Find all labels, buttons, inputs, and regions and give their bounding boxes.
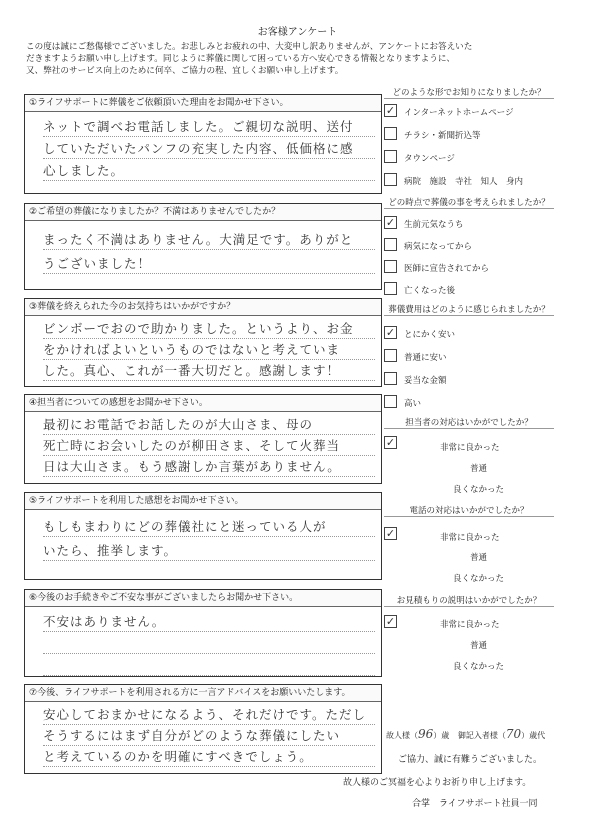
question-5-label: ⑤ライフサポートを利用した感想をお聞かせ下さい。 [25, 493, 381, 510]
checkbox-source-internet[interactable]: ✓ [385, 104, 396, 117]
checkbox-cost-expensive[interactable] [384, 395, 397, 408]
checkbox-cost-cheap[interactable] [384, 349, 397, 362]
question-6-label: ⑥今後のお手続きやご不安な事がございましたらお聞かせ下さい。 [25, 590, 381, 607]
intro-text [26, 41, 571, 77]
condolence-text: 故人様のご冥福を心よりお祈り申し上げます。 [343, 778, 532, 788]
checkbox-source-referral[interactable] [384, 173, 397, 186]
question-3-box [24, 298, 382, 387]
answer-line: と考えているのかを明確にすべきでしょう。 [43, 748, 375, 767]
answer-line: もしもまわりにどの葬儀社にと迷っている人が [43, 518, 375, 537]
option-label: 妥当な金額 [404, 376, 447, 386]
checkbox-timing-healthy[interactable]: ✓ [385, 216, 396, 229]
section-cost-title: 葬儀費用はどのように感じられましたか？ [384, 303, 554, 316]
answer-line: ビンボーでおので助かりました。というより、お金 [43, 320, 375, 339]
option-label: 病気になってから [404, 242, 473, 252]
option-label: 普通に安い [404, 353, 447, 363]
question-7-label: ⑦今後、ライフサポートを利用される方に一言アドバイスをお願いいたします。 [25, 685, 381, 702]
deceased-age-value: 96 [418, 727, 434, 741]
question-4-box [24, 394, 382, 484]
question-5-box [24, 492, 382, 580]
answer-line [43, 657, 375, 676]
question-7-box [24, 684, 382, 774]
answer-line: そうするにはまず自分がどのような葬儀にしたい [43, 727, 375, 746]
answer-line: 最初にお電話でお話したのが大山さま、母の [43, 416, 375, 435]
checkbox-staff-very-good[interactable]: ✓ [385, 436, 396, 449]
section-estimate-title: お見積もりの説明はいかがでしたか？ [384, 594, 554, 607]
checkbox-source-flyer[interactable] [384, 127, 397, 140]
option-label: 普通 [470, 553, 488, 563]
option-label: 高い [404, 399, 422, 409]
option-label: 非常に良かった [440, 533, 500, 543]
option-label: 良くなかった [453, 662, 505, 672]
option-label: タウンページ [404, 154, 455, 164]
option-label: 医師に宣告されてから [404, 264, 490, 274]
answer-line: 死亡時にお会いしたのが柳田さま、そして火葬当 [43, 437, 375, 456]
option-label: 普通 [470, 464, 488, 474]
answer-line: していただいたパンフの充実した内容、低価格に感 [43, 140, 375, 159]
checkbox-timing-diagnosed[interactable] [384, 260, 397, 273]
question-1-label: ①ライフサポートに葬儀をご依頼頂いた理由をお聞かせ下さい。 [25, 95, 381, 112]
checkbox-timing-ill[interactable] [384, 238, 397, 251]
deceased-age-unit: ）歳 [433, 731, 450, 740]
section-phone-title: 電話の対応はいかがでしたか？ [384, 504, 554, 517]
option-label: チラシ・新聞折込等 [404, 131, 481, 141]
option-label: 良くなかった [453, 574, 505, 584]
question-2-label: ②ご希望の葬儀になりましたか？不満はありませんでしたか？ [25, 204, 381, 221]
checkbox-cost-fair[interactable] [384, 372, 397, 385]
option-label: 病院 施設 寺社 知人 身内 [404, 177, 524, 187]
deceased-age-label: 故人様（ [386, 731, 418, 740]
answer-line: まったく不満はありません。大満足です。ありがと [43, 231, 375, 250]
intro-line: だきますようお願い申し上げます。同じように葬儀に関して困っている方へ安心できる情報となりますように、 [26, 54, 456, 64]
answer-line: をかければよいというものではないと考えていま [43, 341, 375, 360]
intro-line: この度は誠にご愁傷様でございました。お悲しみとお疲れの中、大変申し訳ありませんが、アンケートにお答えいた [26, 42, 473, 52]
checkbox-source-townpage[interactable] [384, 150, 397, 163]
answer-line: 安心しておまかせになるよう、それだけです。ただし [43, 706, 375, 725]
option-label: 普通 [470, 641, 488, 651]
question-6-box [24, 589, 382, 677]
answer-line: 心しました。 [43, 162, 375, 181]
checkbox-timing-after[interactable] [384, 282, 397, 295]
question-3-label: ③葬儀を終えられた今のお気持ちはいかがですか？ [25, 299, 381, 316]
answer-line: 日は大山さま。もう感謝しか言葉がありません。 [43, 458, 375, 477]
checkbox-cost-very-cheap[interactable]: ✓ [385, 326, 396, 339]
question-1-box [24, 94, 382, 194]
answer-line: うございました！ [43, 255, 375, 274]
thanks-text: ご協力、誠に有難うございました。 [398, 755, 543, 765]
question-2-box [24, 203, 382, 290]
option-label: 亡くなった後 [404, 286, 456, 296]
answer-line: 不安はありません。 [43, 613, 375, 632]
answer-line: した。真心、これが一番大切だと。感謝します！ [43, 362, 375, 381]
writer-age-label: 御記入者様（ [457, 731, 506, 740]
writer-age-unit: ）歳代 [521, 731, 546, 740]
section-source-title: どのような形でお知りになりましたか？ [384, 86, 554, 99]
survey-title: お客様アンケート [257, 27, 338, 38]
section-timing-title: どの時点で葬儀の事を考えられましたか？ [384, 196, 554, 209]
option-label: 非常に良かった [440, 620, 500, 630]
checkbox-phone-very-good[interactable]: ✓ [385, 527, 396, 540]
answer-line [43, 635, 375, 654]
option-label: 良くなかった [453, 485, 505, 495]
question-4-label: ④担当者についての感想をお聞かせ下さい。 [25, 395, 381, 412]
answer-line: いたら、推挙します。 [43, 542, 375, 561]
option-label: とにかく安い [404, 330, 456, 340]
age-row [386, 727, 545, 741]
answer-line: ネットで調べお電話しました。ご親切な説明、送付 [43, 118, 375, 137]
option-label: 生前元気なうち [404, 220, 464, 230]
section-staff-title: 担当者の対応はいかがでしたか？ [384, 416, 554, 429]
option-label: インターネットホームページ [404, 108, 514, 118]
intro-line: 又、弊社のサービス向上のために何卒、ご協力の程、宜しくお願い申し上げます。 [26, 66, 344, 76]
option-label: 非常に良かった [440, 443, 500, 453]
staff-signature: 合掌 ライフサポート社員一同 [412, 799, 538, 809]
checkbox-estimate-very-good[interactable]: ✓ [385, 615, 396, 628]
writer-age-value: 70 [505, 727, 522, 741]
